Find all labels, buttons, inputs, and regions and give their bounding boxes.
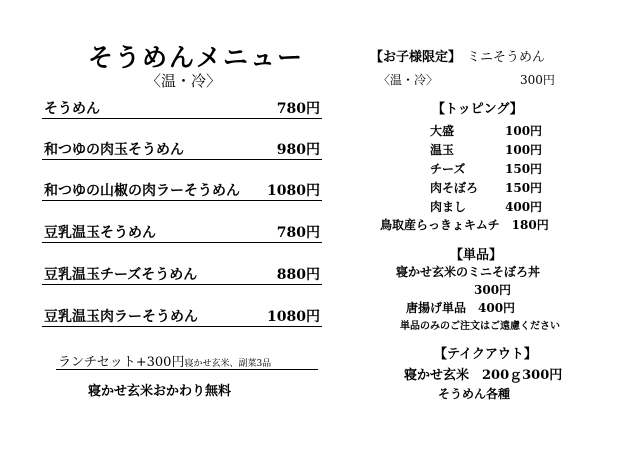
lunch-set bbox=[58, 351, 271, 370]
tottori-kimchi: 鳥取産らっきょキムチ 180円 bbox=[380, 218, 549, 232]
topping-name: 肉そぼろ bbox=[430, 181, 479, 195]
single-note: 単品のみのご注文はご遠慮ください bbox=[400, 321, 560, 332]
divider bbox=[42, 242, 322, 243]
divider bbox=[42, 326, 322, 327]
topping-header: 【トッピング】 bbox=[432, 102, 523, 117]
topping-name: 温玉 bbox=[430, 143, 455, 157]
takeout-header: 【テイクアウト】 bbox=[434, 347, 537, 362]
menu-item-name: そうめん bbox=[44, 101, 100, 117]
lunch-set-label: ランチセット+300円 bbox=[58, 355, 185, 370]
menu-item-price: 1080円 bbox=[267, 183, 320, 199]
divider bbox=[42, 284, 322, 285]
topping-name: 肉まし bbox=[430, 200, 467, 214]
divider bbox=[42, 118, 322, 119]
topping-price: 150円 bbox=[505, 162, 543, 176]
menu-item-name: 豆乳温玉肉ラーそうめん bbox=[44, 309, 198, 325]
divider bbox=[42, 159, 322, 160]
menu-item-price: 880円 bbox=[276, 267, 320, 283]
menu-item-name: 豆乳温玉そうめん bbox=[44, 225, 156, 241]
topping-price: 100円 bbox=[505, 124, 543, 138]
menu-item-price: 1080円 bbox=[267, 309, 320, 325]
topping-price: 150円 bbox=[505, 181, 543, 195]
menu-item-price: 780円 bbox=[276, 101, 320, 117]
single-item: 唐揚げ単品 400円 bbox=[406, 301, 516, 315]
divider bbox=[42, 200, 322, 201]
single-item: 寝かせ玄米のミニそぼろ丼 bbox=[396, 265, 541, 279]
takeout-note: そうめん各種 bbox=[438, 387, 511, 401]
menu-item-price: 780円 bbox=[276, 225, 320, 241]
menu-subtitle: 〈温・冷〉 bbox=[146, 72, 222, 90]
lunch-set-note: 寝かせ玄米、副菜3品 bbox=[184, 359, 272, 369]
menu-item-name: 和つゆの山椒の肉ラーそうめん bbox=[44, 183, 240, 199]
menu-item-name: 豆乳温玉チーズそうめん bbox=[44, 267, 198, 283]
takeout-item: 寝かせ玄米 200ｇ300円 bbox=[404, 368, 563, 383]
single-price: 300円 bbox=[474, 283, 512, 297]
menu-title: そうめんメニュー bbox=[88, 43, 305, 72]
refill-note: 寝かせ玄米おかわり無料 bbox=[88, 384, 232, 399]
divider bbox=[56, 369, 318, 370]
topping-name: 大盛 bbox=[430, 124, 455, 138]
menu-item-price: 980円 bbox=[276, 142, 320, 158]
kids-item: ミニそうめん bbox=[467, 50, 546, 65]
topping-price: 400円 bbox=[505, 200, 543, 214]
single-header: 【単品】 bbox=[450, 248, 503, 263]
menu-item-name: 和つゆの肉玉そうめん bbox=[44, 142, 184, 158]
topping-price: 100円 bbox=[505, 143, 543, 157]
topping-name: チーズ bbox=[430, 162, 466, 176]
kids-sub: 〈温・冷〉 bbox=[378, 73, 439, 87]
kids-menu bbox=[370, 46, 545, 65]
kids-label: 【お子様限定】 bbox=[370, 50, 462, 65]
kids-price: 300円 bbox=[520, 73, 555, 87]
